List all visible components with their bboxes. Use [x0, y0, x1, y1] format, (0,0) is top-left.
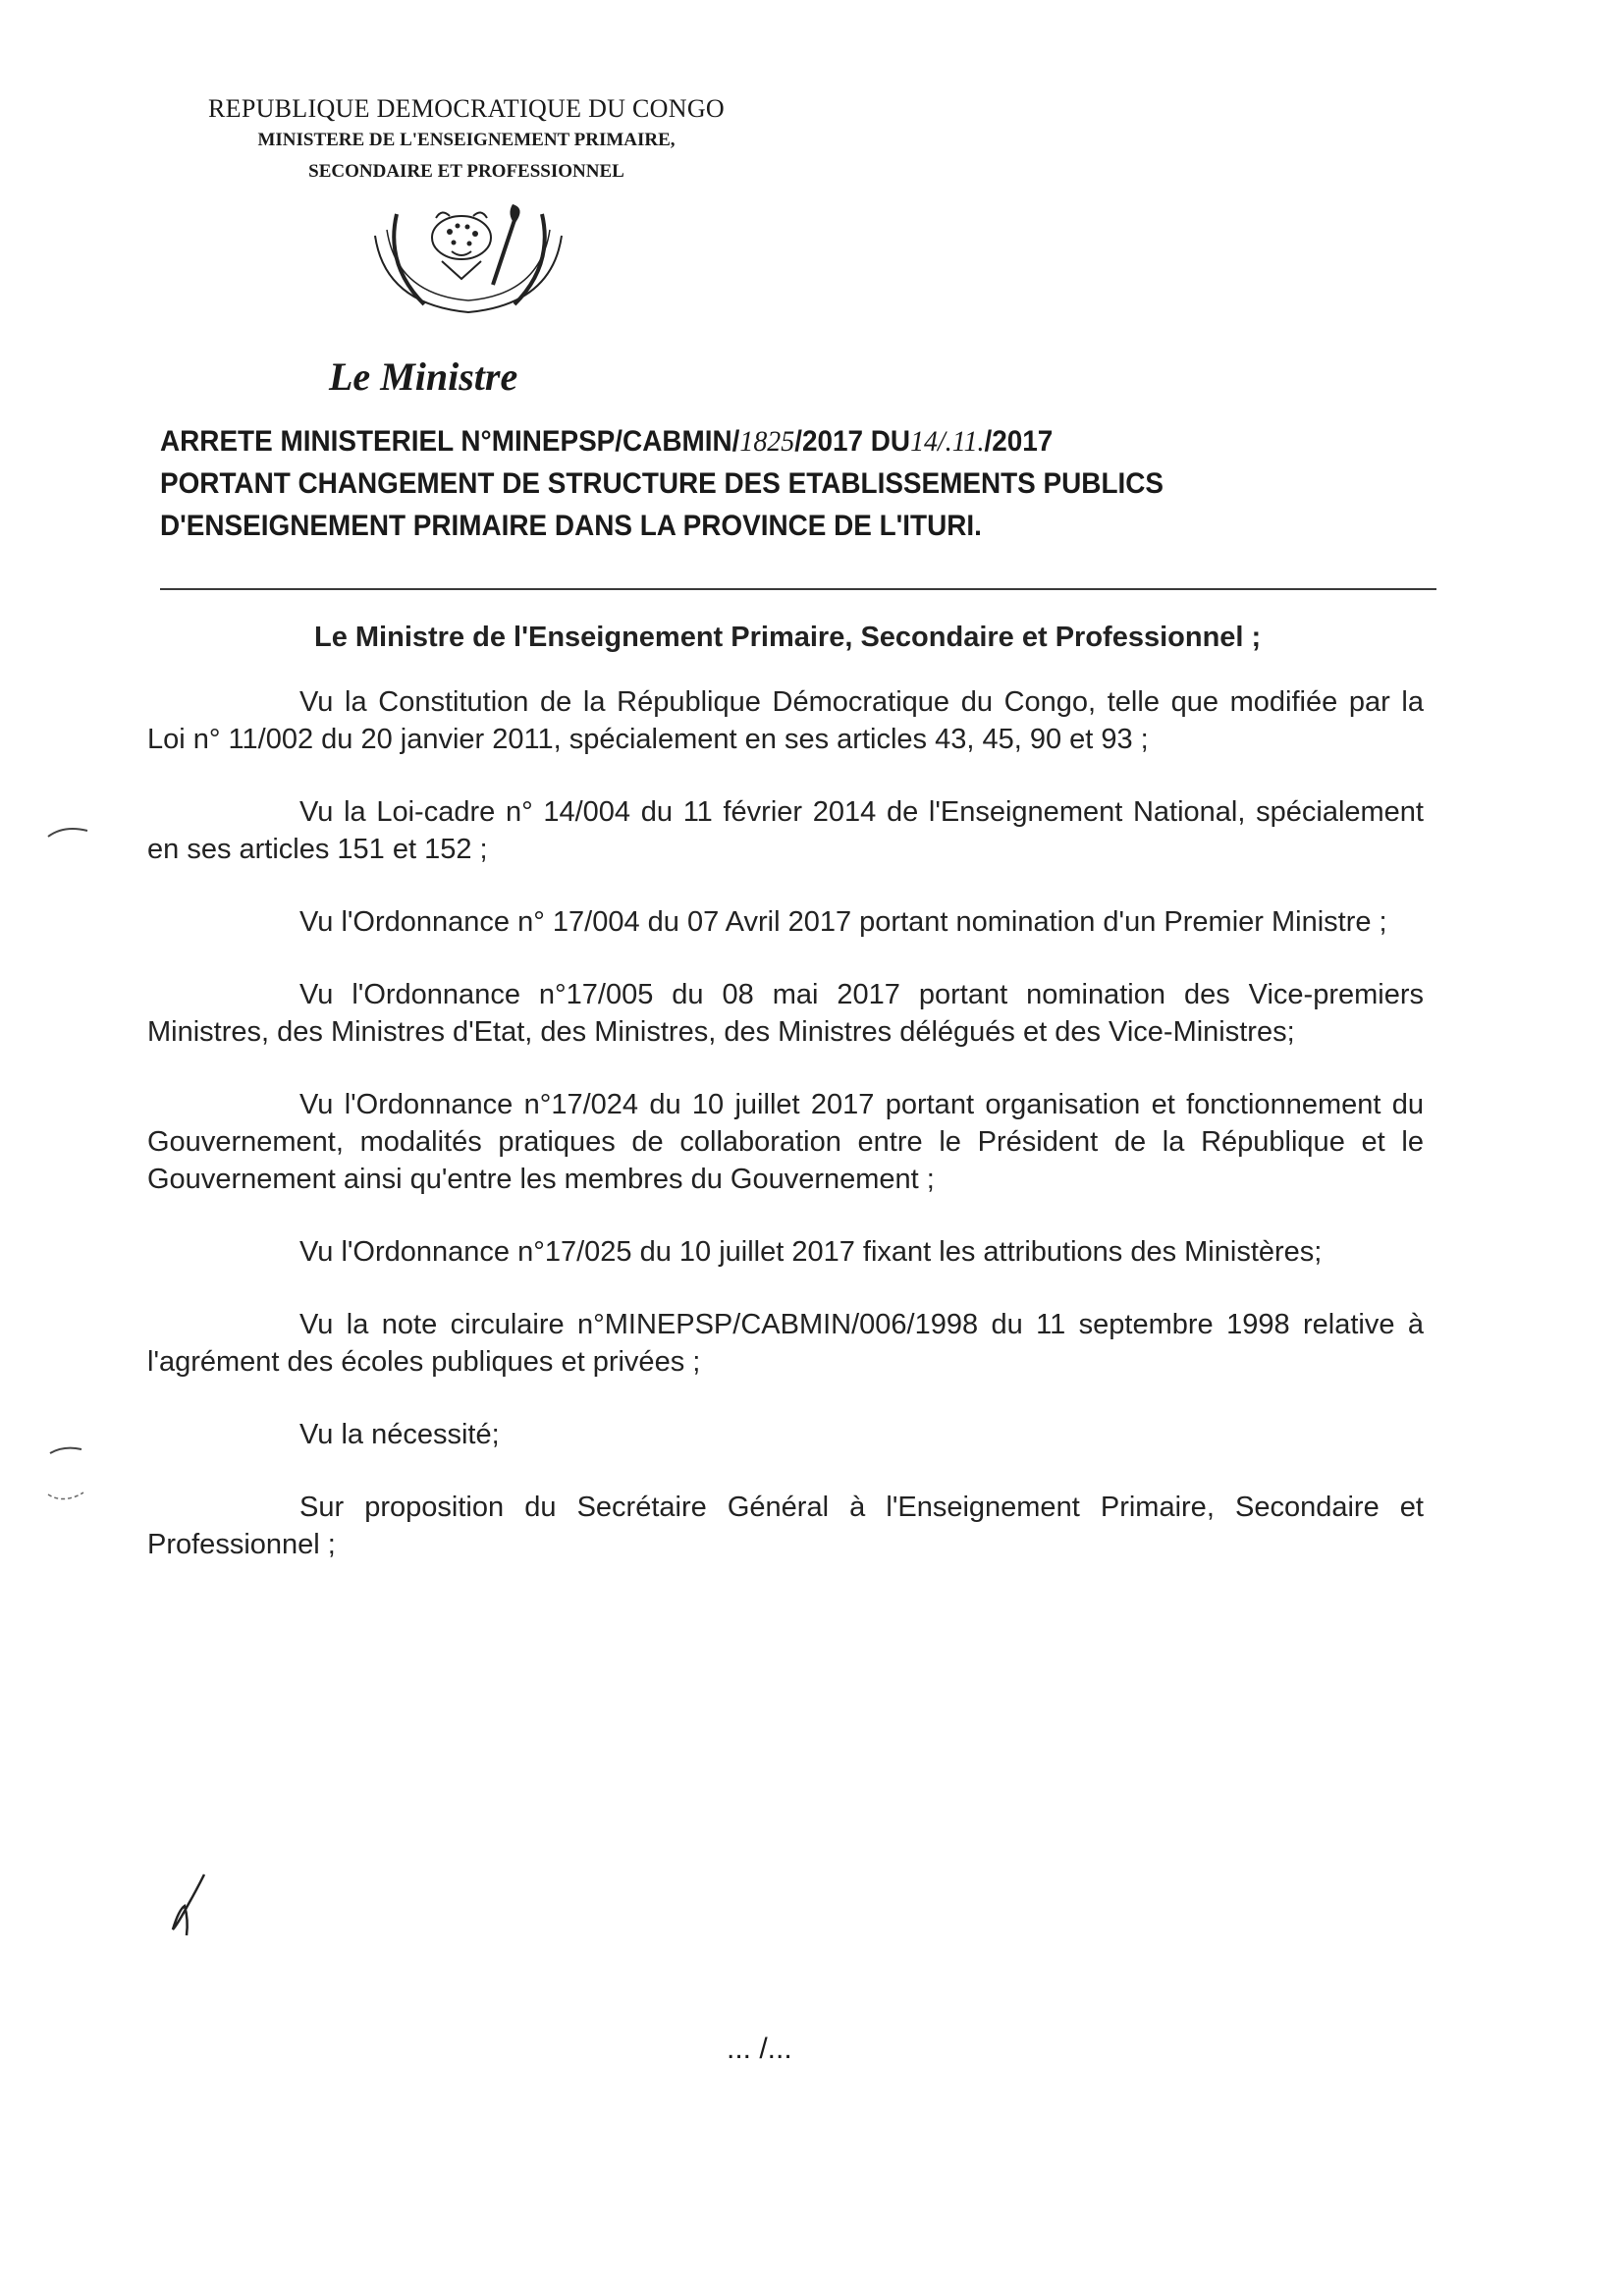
decree-number-handwritten: 1825	[739, 425, 795, 458]
decree-date-suffix: /2017	[984, 425, 1054, 458]
title-underline	[160, 588, 1436, 590]
decree-title-line2: PORTANT CHANGEMENT DE STRUCTURE DES ETABLISSEMENTS PUBLICS	[160, 467, 1164, 500]
decree-number-mid: /2017 DU	[794, 425, 911, 458]
decree-title-line1	[160, 420, 1347, 462]
preamble-heading: Le Ministre de l'Enseignement Primaire, Secondaire et Professionnel ;	[314, 622, 1262, 653]
ministry-name-line2: SECONDAIRE ET PROFESSIONNEL	[308, 161, 624, 182]
preamble-paragraph: Vu la Constitution de la République Démocratique du Congo, telle que modifiée par la Loi n° 11/002 du 20 janvier 2011, spécialement en ses articles 43, 45, 90 et 93 ;	[147, 686, 1424, 755]
preamble-paragraph: Vu la Loi-cadre n° 14/004 du 11 février 2014 de l'Enseignement National, spécialement en ses articles 151 et 152 ;	[147, 796, 1424, 865]
handwritten-initial-icon	[167, 1871, 226, 1939]
decree-title-line3: D'ENSEIGNEMENT PRIMAIRE DANS LA PROVINCE DE L'ITURI.	[160, 510, 982, 542]
preamble-paragraph: Sur proposition du Secrétaire Général à l'Enseignement Primaire, Secondaire et Professionnel ;	[147, 1492, 1424, 1560]
country-name: REPUBLIQUE DEMOCRATIQUE DU CONGO	[208, 94, 725, 123]
decree-number-prefix: ARRETE MINISTERIEL N°MINEPSP/CABMIN/	[160, 425, 740, 458]
margin-mark-icon	[44, 823, 93, 842]
signature-title: Le Ministre	[329, 354, 518, 399]
preamble-paragraph: Vu l'Ordonnance n° 17/004 du 07 Avril 2017 portant nomination d'un Premier Ministre ;	[299, 906, 1387, 938]
decree-date-handwritten: 14/.11.	[910, 425, 985, 458]
preamble-paragraph: Vu l'Ordonnance n°17/005 du 08 mai 2017 portant nomination des Vice-premiers Ministres, des Ministres d'Etat, des Ministres, des Ministres délégués et des Vice-Ministres;	[147, 979, 1424, 1048]
preamble-paragraph: Vu l'Ordonnance n°17/024 du 10 juillet 2017 portant organisation et fonctionnement du Gouvernement, modalités pratiques de collaboration entre le Président de la République et le Gouvernement ainsi qu'entre les membres du Gouvernement ;	[147, 1089, 1424, 1195]
margin-mark-icon	[44, 1443, 93, 1512]
letterhead	[147, 94, 785, 187]
preamble-paragraph: Vu la nécessité;	[299, 1419, 500, 1450]
leopard-head-icon	[432, 212, 491, 279]
ministry-name-line1: MINISTERE DE L'ENSEIGNEMENT PRIMAIRE,	[257, 130, 676, 150]
decree-title	[160, 420, 1347, 547]
preamble-paragraph: Vu l'Ordonnance n°17/025 du 10 juillet 2017 fixant les attributions des Ministères;	[299, 1236, 1323, 1268]
decree-body	[147, 619, 1424, 1599]
preamble-paragraph: Vu la note circulaire n°MINEPSP/CABMIN/006/1998 du 11 septembre 1998 relative à l'agrément des écoles publiques et privées ;	[147, 1309, 1424, 1378]
coat-of-arms-icon	[346, 196, 591, 322]
continuation-mark: ... /...	[727, 2033, 792, 2065]
